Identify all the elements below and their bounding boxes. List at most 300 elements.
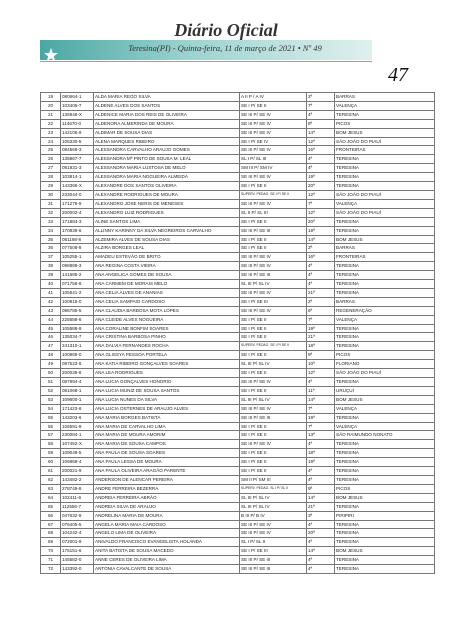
- level-change-cell: SUPERV. PEDAG. SL I P/ SL II: [240, 484, 307, 493]
- city-cell: TERESINA: [335, 502, 435, 511]
- registration-id-cell: 096785-5: [61, 306, 94, 315]
- registration-id-cell: 087894-4: [61, 378, 94, 387]
- registration-id-cell: 143392-0: [61, 565, 94, 574]
- row-number-cell: 41: [41, 288, 61, 297]
- regional-unit-cell: 6ª: [307, 306, 335, 315]
- city-cell: SÃO JOÃO DO PIAUÍ: [335, 369, 435, 378]
- regional-unit-cell: 13ª: [307, 431, 335, 440]
- table-row: [41, 173, 435, 182]
- employee-name-cell: ANA CLEIDE ALVES NOGUEIRA: [94, 315, 240, 324]
- row-number-cell: 65: [41, 502, 61, 511]
- employee-name-cell: ANA KATIA RIBEIRO GONÇALVES SOARES: [94, 360, 240, 369]
- level-change-cell: SE III P/ SE IV: [240, 110, 307, 119]
- employee-name-cell: ANA LUCIA MUNIZ DE SOUSA SANTOS: [94, 386, 240, 395]
- table-row: [41, 511, 435, 520]
- row-number-cell: 49: [41, 360, 61, 369]
- table-row: [41, 208, 435, 217]
- table-row: [41, 493, 435, 502]
- regional-unit-cell: 20ª: [307, 217, 335, 226]
- registration-id-cell: 135034-7: [61, 333, 94, 342]
- table-row: [41, 217, 435, 226]
- employee-name-cell: ALZEMIRA ALVES DE SOUSA DIAS: [94, 235, 240, 244]
- level-change-cell: SE III P/ SE IV: [240, 128, 307, 137]
- row-number-cell: 36: [41, 244, 61, 253]
- regional-unit-cell: 7ª: [307, 315, 335, 324]
- employee-name-cell: ANA PAULA DE SOUSA SOARES: [94, 449, 240, 458]
- city-cell: TERESINA: [335, 475, 435, 484]
- row-number-cell: 67: [41, 520, 61, 529]
- row-number-cell: 23: [41, 128, 61, 137]
- level-change-cell: SL I P/ SL II: [240, 538, 307, 547]
- registration-id-cell: 200002-4: [61, 208, 94, 217]
- table-row: [41, 315, 435, 324]
- employee-name-cell: ANDERSON DE ALENCAR PEREIRA: [94, 475, 240, 484]
- row-number-cell: 35: [41, 235, 61, 244]
- issue-info: Teresina(PI) - Quinta-feira, 11 de março de 2021 • Nº 49: [128, 43, 322, 53]
- row-number-cell: 34: [41, 226, 61, 235]
- table-row: [41, 262, 435, 271]
- employee-name-cell: ALEXANDRE DOS SANTOS OLIVEIRA: [94, 182, 240, 191]
- regional-unit-cell: 4ª: [307, 271, 335, 280]
- table-row: [41, 306, 435, 315]
- row-number-cell: 43: [41, 306, 61, 315]
- level-change-cell: SE III P/ SE IV: [240, 262, 307, 271]
- regional-unit-cell: 2ª: [307, 93, 335, 102]
- row-number-cell: 64: [41, 493, 61, 502]
- level-change-cell: SE I P/ SE II: [240, 315, 307, 324]
- row-number-cell: 48: [41, 351, 61, 360]
- regional-unit-cell: 4ª: [307, 538, 335, 547]
- level-change-cell: SE I P/ SE II: [240, 324, 307, 333]
- table-row: [41, 324, 435, 333]
- regional-unit-cell: 4ª: [307, 440, 335, 449]
- row-number-cell: 37: [41, 253, 61, 262]
- row-number-cell: 33: [41, 217, 61, 226]
- city-cell: SÃO JOÃO DO PIAUÍ: [335, 190, 435, 199]
- registration-id-cell: 105588-9: [61, 324, 94, 333]
- table-row: [41, 458, 435, 467]
- registration-id-cell: 107452-X: [61, 440, 94, 449]
- employee-name-cell: ALDENE ALVES DOS SANTOS: [94, 101, 240, 110]
- employee-name-cell: ALESSANDRA Mª PINTO DE SOUSA M. LEAL: [94, 155, 240, 164]
- regional-unit-cell: 7ª: [307, 422, 335, 431]
- table-row: [41, 280, 435, 289]
- city-cell: PICOS: [335, 119, 435, 128]
- registration-id-cell: 171423-6: [61, 404, 94, 413]
- employee-name-cell: ANA GLISSYA PESSOA PORTELA: [94, 351, 240, 360]
- employee-name-cell: ANDREIA SILVA DE ARAUJO: [94, 502, 240, 511]
- row-number-cell: 47: [41, 342, 61, 351]
- regional-unit-cell: 19ª: [307, 226, 335, 235]
- city-cell: SÃO JOÃO DO PIAUÍ: [335, 208, 435, 217]
- registration-id-cell: 143366-X: [61, 182, 94, 191]
- table-row: [41, 475, 435, 484]
- table-row: [41, 422, 435, 431]
- regional-unit-cell: 2ª: [307, 244, 335, 253]
- level-change-cell: SUPERV. PEDAG. SE I P/ SE II: [240, 342, 307, 351]
- registration-id-cell: 072001-9: [61, 538, 94, 547]
- level-change-cell: SE III P/ SE IV: [240, 378, 307, 387]
- city-cell: VALENÇA: [335, 101, 435, 110]
- city-cell: TERESINA: [335, 378, 435, 387]
- regional-unit-cell: 19ª: [307, 413, 335, 422]
- row-number-cell: 31: [41, 199, 61, 208]
- employee-name-cell: ANGELA MARIA MAIA CARDOSO: [94, 520, 240, 529]
- regional-unit-cell: 12ª: [307, 190, 335, 199]
- employee-name-cell: ALINE SANTOS LIMA: [94, 217, 240, 226]
- registration-id-cell: 233044-0: [61, 190, 94, 199]
- level-change-cell: SL III P/ SL IV: [240, 493, 307, 502]
- level-change-cell: SE III P/ SE IV: [240, 440, 307, 449]
- level-change-cell: SE III P/ SE III: [240, 565, 307, 574]
- table-row: [41, 137, 435, 146]
- level-change-cell: SE I P/ SE II: [240, 467, 307, 476]
- row-number-cell: 45: [41, 324, 61, 333]
- employee-name-cell: ALLINNY KARINNY DA SILVA NEGREIROS CARVALHO: [94, 226, 240, 235]
- personnel-table: [40, 92, 435, 574]
- regional-unit-cell: 4ª: [307, 378, 335, 387]
- regional-unit-cell: 7ª: [307, 404, 335, 413]
- level-change-cell: SL III P/ SL IV: [240, 502, 307, 511]
- city-cell: BARRAS: [335, 244, 435, 253]
- city-cell: URUÇUÍ: [335, 386, 435, 395]
- table-row: [41, 520, 435, 529]
- regional-unit-cell: 19ª: [307, 324, 335, 333]
- registration-id-cell: 071756-8: [61, 280, 94, 289]
- city-cell: SÃO JOÃO DO PIAUÍ: [335, 137, 435, 146]
- employee-name-cell: ANA MARIA DE MOURA AMORIM: [94, 431, 240, 440]
- row-number-cell: 69: [41, 538, 61, 547]
- row-number-cell: 56: [41, 422, 61, 431]
- registration-id-cell: 135867-7: [61, 155, 94, 164]
- employee-name-cell: ANDRE FERREIRA BEZERRA: [94, 484, 240, 493]
- city-cell: TERESINA: [335, 413, 435, 422]
- table-row: [41, 529, 435, 538]
- employee-name-cell: ALDENICE MARIA DOS REIS DE OLIVEIRA: [94, 110, 240, 119]
- row-number-cell: 50: [41, 369, 61, 378]
- regional-unit-cell: 19ª: [307, 458, 335, 467]
- row-number-cell: 53: [41, 395, 61, 404]
- registration-id-cell: 135946-X: [61, 110, 94, 119]
- city-cell: BOM JESUS: [335, 493, 435, 502]
- table-row: [41, 155, 435, 164]
- level-change-cell: SE III P/ SE IV: [240, 306, 307, 315]
- table-row: [41, 288, 435, 297]
- row-number-cell: 72: [41, 565, 61, 574]
- level-change-cell: SE III P/ SE IV: [240, 404, 307, 413]
- employee-name-cell: ANA LEA RODRIGUES: [94, 369, 240, 378]
- table-row: [41, 182, 435, 191]
- level-change-cell: SE III P/ SE IV: [240, 288, 307, 297]
- regional-unit-cell: 12ª: [307, 208, 335, 217]
- level-change-cell: SUPERV. PEDAG. SE I P/ SE II: [240, 190, 307, 199]
- regional-unit-cell: 12ª: [307, 369, 335, 378]
- employee-name-cell: AMADEU ESTEVÃO DE BRITO: [94, 253, 240, 262]
- table-row: [41, 556, 435, 565]
- table-row: [41, 164, 435, 173]
- registration-id-cell: 100965-0: [61, 351, 94, 360]
- level-change-cell: SM III P/ SM IV: [240, 164, 307, 173]
- city-cell: TERESINA: [335, 173, 435, 182]
- row-number-cell: 63: [41, 484, 61, 493]
- registration-id-cell: 200021-9: [61, 467, 94, 476]
- regional-unit-cell: 21ª: [307, 288, 335, 297]
- regional-unit-cell: 14ª: [307, 493, 335, 502]
- city-cell: TERESINA: [335, 467, 435, 476]
- level-change-cell: SE III P/ SE IV: [240, 520, 307, 529]
- registration-id-cell: 143482-2: [61, 475, 94, 484]
- registration-id-cell: 171279-9: [61, 199, 94, 208]
- table-row: [41, 360, 435, 369]
- registration-id-cell: 200035-6: [61, 369, 94, 378]
- row-number-cell: 39: [41, 271, 61, 280]
- regional-unit-cell: 4ª: [307, 262, 335, 271]
- row-number-cell: 55: [41, 413, 61, 422]
- employee-name-cell: ANA CLAUDIA BARBOSA MOTA LOPES: [94, 306, 240, 315]
- city-cell: PIRIPIRI: [335, 511, 435, 520]
- city-cell: TERESINA: [335, 556, 435, 565]
- city-cell: TERESINA: [335, 449, 435, 458]
- table-row: [41, 484, 435, 493]
- registration-id-cell: 080664-1: [61, 93, 94, 102]
- level-change-cell: SE I P/ SE II: [240, 449, 307, 458]
- regional-unit-cell: 4ª: [307, 565, 335, 574]
- registration-id-cell: 102411-6: [61, 493, 94, 502]
- employee-name-cell: ALESSANDRA MARIA NOGUEIRA ALMEIDA: [94, 173, 240, 182]
- registration-id-cell: 171884-3: [61, 217, 94, 226]
- registration-id-cell: 143203-6: [61, 413, 94, 422]
- row-number-cell: 40: [41, 280, 61, 289]
- table-row: [41, 101, 435, 110]
- regional-unit-cell: 16ª: [307, 146, 335, 155]
- row-number-cell: 68: [41, 529, 61, 538]
- row-number-cell: 59: [41, 449, 61, 458]
- level-change-cell: SE I P/ SE II: [240, 182, 307, 191]
- state-star-icon: [44, 48, 58, 62]
- registration-id-cell: 106591-9: [61, 422, 94, 431]
- level-change-cell: SE I P/ SE II: [240, 431, 307, 440]
- row-number-cell: 20: [41, 101, 61, 110]
- row-number-cell: 30: [41, 190, 61, 199]
- row-number-cell: 51: [41, 378, 61, 387]
- employee-name-cell: ALDIMAR DE SOUSA DIAS: [94, 128, 240, 137]
- employee-name-cell: ALESSANDRA CARVALHO ARAUJO GOMES: [94, 146, 240, 155]
- employee-name-cell: ANA CARMEM DE MORAIS MELO: [94, 280, 240, 289]
- row-number-cell: 61: [41, 467, 61, 476]
- employee-name-cell: ANA LUCIA NUNES DA SILVA: [94, 395, 240, 404]
- table-row: [41, 547, 435, 556]
- regional-unit-cell: 18ª: [307, 342, 335, 351]
- city-cell: VALENÇA: [335, 422, 435, 431]
- employee-name-cell: ALEXANDRE RODRIGUES DE MOURA: [94, 190, 240, 199]
- registration-id-cell: 098886-3: [61, 262, 94, 271]
- registration-id-cell: 076405-5: [61, 520, 94, 529]
- table-row: [41, 440, 435, 449]
- employee-name-cell: ANA CELIA ALVES DE ANANIAS: [94, 288, 240, 297]
- registration-id-cell: 170836-6: [61, 226, 94, 235]
- employee-name-cell: ANA PAULA OLIVEIRA ARAGÃO PARENTE: [94, 467, 240, 476]
- regional-unit-cell: 16ª: [307, 253, 335, 262]
- city-cell: TERESINA: [335, 288, 435, 297]
- city-cell: VALENÇA: [335, 404, 435, 413]
- registration-id-cell: 114670-0: [61, 119, 94, 128]
- city-cell: FLORIANO: [335, 360, 435, 369]
- table-row: [41, 351, 435, 360]
- employee-name-cell: ANA MARIA DE SOUSA CAMPOS: [94, 440, 240, 449]
- city-cell: BOM JESUS: [335, 547, 435, 556]
- employee-name-cell: ALESSANDRA MARIA LUSTOSA DE MELO: [94, 164, 240, 173]
- regional-unit-cell: 8ª: [307, 119, 335, 128]
- employee-name-cell: ANA MARIA DE CARVALHO LIMA: [94, 422, 240, 431]
- employee-name-cell: ANA DALVIA FERNANDES ROCHA: [94, 342, 240, 351]
- city-cell: TERESINA: [335, 182, 435, 191]
- employee-name-cell: ANA LUCIA GONÇALVES HONORIO: [94, 378, 240, 387]
- table-row: [41, 128, 435, 137]
- regional-unit-cell: 4ª: [307, 475, 335, 484]
- table-row: [41, 244, 435, 253]
- table-row: [41, 190, 435, 199]
- city-cell: TERESINA: [335, 440, 435, 449]
- row-number-cell: 44: [41, 315, 61, 324]
- regional-unit-cell: 4ª: [307, 280, 335, 289]
- level-change-cell: SE I P/ SE II: [240, 351, 307, 360]
- registration-id-cell: 225688-6: [61, 315, 94, 324]
- registration-id-cell: 106330-5: [61, 137, 94, 146]
- level-change-cell: SE III P/ SE III: [240, 556, 307, 565]
- table-row: [41, 565, 435, 574]
- regional-unit-cell: 4ª: [307, 467, 335, 476]
- employee-name-cell: ANTONIA CAVALCANTE DE SOUSA: [94, 565, 240, 574]
- regional-unit-cell: 14ª: [307, 547, 335, 556]
- city-cell: TERESINA: [335, 110, 435, 119]
- city-cell: TERESINA: [335, 565, 435, 574]
- city-cell: PICOS: [335, 351, 435, 360]
- page-number: 47: [388, 64, 408, 86]
- regional-unit-cell: 4ª: [307, 520, 335, 529]
- level-change-cell: A II P / A IV: [240, 93, 307, 102]
- registration-id-cell: 241310-1: [61, 342, 94, 351]
- regional-unit-cell: 20ª: [307, 182, 335, 191]
- row-number-cell: 19: [41, 93, 61, 102]
- employee-name-cell: ANA CRISTINA BARBOSA PINHO: [94, 333, 240, 342]
- table-row: [41, 253, 435, 262]
- registration-id-cell: 105255-1: [61, 253, 94, 262]
- table-row: [41, 369, 435, 378]
- table-row: [41, 538, 435, 547]
- row-number-cell: 54: [41, 404, 61, 413]
- row-number-cell: 52: [41, 386, 61, 395]
- level-change-cell: SE I P/ SE II: [240, 217, 307, 226]
- employee-name-cell: ANITA BATISTA DE SOUSA MACEDO: [94, 547, 240, 556]
- level-change-cell: SE III P/ SE IV: [240, 173, 307, 182]
- row-number-cell: 62: [41, 475, 61, 484]
- table-row: [41, 297, 435, 306]
- level-change-cell: SL III P/ SL IV: [240, 395, 307, 404]
- city-cell: TERESINA: [335, 342, 435, 351]
- employee-name-cell: ALEXANDRO LUIZ RODRIGUES: [94, 208, 240, 217]
- level-change-cell: SE III P/ SE III: [240, 226, 307, 235]
- level-change-cell: SE III P/ SE IV: [240, 253, 307, 262]
- employee-name-cell: ALEXANDRO JOSE NERIS DE MENESES: [94, 199, 240, 208]
- header-divider: [40, 61, 372, 62]
- row-number-cell: 66: [41, 511, 61, 520]
- registration-id-cell: 084569-3: [61, 146, 94, 155]
- employee-name-cell: ALDENORA ALMERINDA DE MOURA: [94, 119, 240, 128]
- table-row: [41, 146, 435, 155]
- registration-id-cell: 109600-1: [61, 395, 94, 404]
- employee-name-cell: ANA PAULA LESSA DE MOURA: [94, 458, 240, 467]
- registration-id-cell: 104242-4: [61, 529, 94, 538]
- employee-name-cell: ANA CELIA SAMPAIO CARDOSO: [94, 297, 240, 306]
- row-number-cell: 27: [41, 164, 61, 173]
- employee-name-cell: ANA REGINA COSTA VIEIRA: [94, 262, 240, 271]
- registration-id-cell: 142106-9: [61, 128, 94, 137]
- level-change-cell: SE I P/ SE IV: [240, 137, 307, 146]
- row-number-cell: 57: [41, 431, 61, 440]
- registration-id-cell: 145582-0: [61, 556, 94, 565]
- registration-id-cell: 081831-3: [61, 164, 94, 173]
- table-row: [41, 386, 435, 395]
- level-change-cell: SE I P/ SE III: [240, 547, 307, 556]
- registration-id-cell: 103405-7: [61, 101, 94, 110]
- city-cell: BOM JESUS: [335, 128, 435, 137]
- registration-id-cell: 081068-1: [61, 386, 94, 395]
- row-number-cell: 32: [41, 208, 61, 217]
- level-change-cell: SL II P/ SL III: [240, 208, 307, 217]
- regional-unit-cell: 4ª: [307, 155, 335, 164]
- city-cell: PICOS: [335, 484, 435, 493]
- city-cell: BOM JESUS: [335, 235, 435, 244]
- city-cell: TERESINA: [335, 458, 435, 467]
- table-row: [41, 502, 435, 511]
- table-row: [41, 119, 435, 128]
- table-row: [41, 110, 435, 119]
- row-number-cell: 24: [41, 137, 61, 146]
- level-change-cell: SE I P/ SE II: [240, 369, 307, 378]
- employee-name-cell: ANIVALDO FRANCISCO EVANGELISTA HOLANDA: [94, 538, 240, 547]
- regional-unit-cell: 14ª: [307, 395, 335, 404]
- level-change-cell: B III P/ B IV: [240, 511, 307, 520]
- city-cell: TERESINA: [335, 520, 435, 529]
- regional-unit-cell: 14ª: [307, 235, 335, 244]
- registration-id-cell: 081168-8: [61, 235, 94, 244]
- city-cell: TERESINA: [335, 271, 435, 280]
- table-row: [41, 413, 435, 422]
- table-row: [41, 395, 435, 404]
- registration-id-cell: 103814-1: [61, 173, 94, 182]
- row-number-cell: 60: [41, 458, 61, 467]
- employee-name-cell: ANGELO LIMA DE OLIVEIRA: [94, 529, 240, 538]
- registration-id-cell: 278749-8: [61, 484, 94, 493]
- row-number-cell: 71: [41, 556, 61, 565]
- registration-id-cell: 077508-8: [61, 244, 94, 253]
- table-row: [41, 271, 435, 280]
- registration-id-cell: 112556-7: [61, 502, 94, 511]
- row-number-cell: 70: [41, 547, 61, 556]
- city-cell: TERESINA: [335, 217, 435, 226]
- regional-unit-cell: 9ª: [307, 484, 335, 493]
- row-number-cell: 29: [41, 182, 61, 191]
- regional-unit-cell: 21ª: [307, 502, 335, 511]
- row-number-cell: 28: [41, 173, 61, 182]
- employee-name-cell: ALENA MARQUES RIBEIRO: [94, 137, 240, 146]
- level-change-cell: SE I P/ SE II: [240, 235, 307, 244]
- level-change-cell: SL III P/ SL IV: [240, 360, 307, 369]
- regional-unit-cell: 9ª: [307, 351, 335, 360]
- city-cell: TERESINA: [335, 226, 435, 235]
- registration-id-cell: 106869-4: [61, 458, 94, 467]
- level-change-cell: SE I P/ SE II: [240, 422, 307, 431]
